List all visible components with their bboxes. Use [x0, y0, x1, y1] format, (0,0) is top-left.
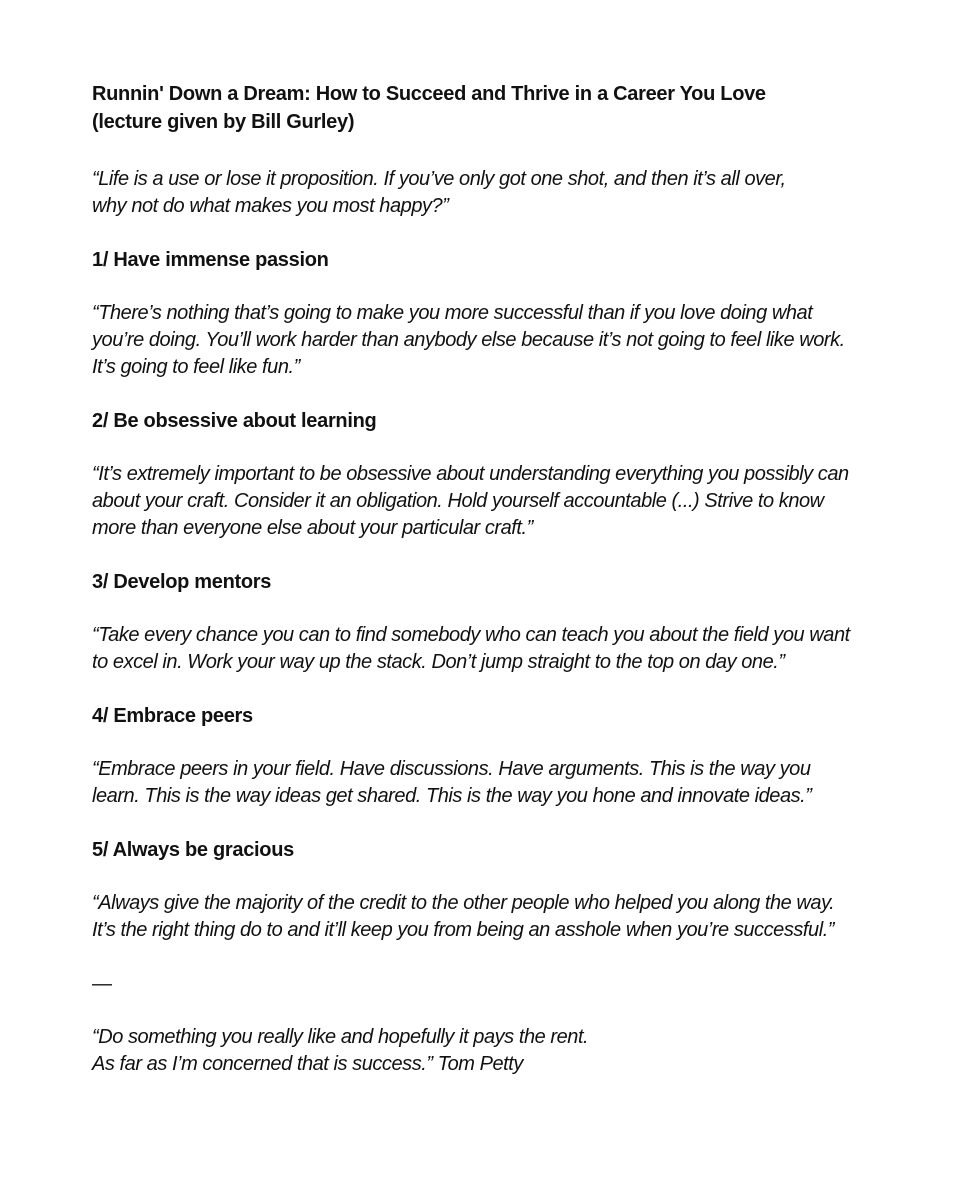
- section-heading-peers: 4/ Embrace peers: [92, 705, 253, 727]
- quote-line: It’s the right thing do to and it’ll keep you from being an asshole when you’re successful.”: [92, 919, 835, 941]
- quote-line: “Do something you really like and hopefully it pays the rent.: [92, 1026, 589, 1048]
- title-line: Runnin' Down a Dream: How to Succeed and Thrive in a Career You Love: [92, 83, 766, 105]
- quote-line: why not do what makes you most happy?”: [92, 195, 449, 217]
- section-quote-passion: [92, 300, 892, 381]
- section-quote-learning: [92, 461, 892, 542]
- quote-line: “Life is a use or lose it proposition. If you’ve only got one shot, and then it’s all over,: [92, 168, 786, 190]
- quote-line: As far as I’m concerned that is success.” Tom Petty: [92, 1053, 523, 1075]
- quote-line: you’re doing. You’ll work harder than anybody else because it’s not going to feel like work.: [92, 329, 845, 351]
- quote-line: It’s going to feel like fun.”: [92, 356, 300, 378]
- divider-dash: —: [92, 973, 112, 995]
- section-quote-peers: [92, 756, 892, 810]
- closing-quote: [92, 1024, 892, 1078]
- quote-line: “There’s nothing that’s going to make you more successful than if you love doing what: [92, 302, 813, 324]
- document-page: [92, 80, 892, 1078]
- section-quote-mentors: [92, 622, 892, 676]
- quote-line: more than everyone else about your particular craft.”: [92, 517, 533, 539]
- quote-line: “Embrace peers in your field. Have discussions. Have arguments. This is the way you: [92, 758, 811, 780]
- quote-line: “Take every chance you can to find somebody who can teach you about the field you want: [92, 624, 850, 646]
- quote-line: “It’s extremely important to be obsessive about understanding everything you possibly can: [92, 463, 849, 485]
- quote-line: “Always give the majority of the credit to the other people who helped you along the way.: [92, 892, 835, 914]
- section-quote-gracious: [92, 890, 892, 944]
- section-heading-passion: 1/ Have immense passion: [92, 249, 329, 271]
- title-line: (lecture given by Bill Gurley): [92, 111, 355, 133]
- quote-line: learn. This is the way ideas get shared. This is the way you hone and innovate ideas.”: [92, 785, 812, 807]
- section-heading-learning: 2/ Be obsessive about learning: [92, 410, 377, 432]
- section-heading-mentors: 3/ Develop mentors: [92, 571, 272, 593]
- quote-line: about your craft. Consider it an obligation. Hold yourself accountable (...) Strive to know: [92, 490, 824, 512]
- section-heading-gracious: 5/ Always be gracious: [92, 839, 294, 861]
- intro-quote: [92, 166, 892, 220]
- quote-line: to excel in. Work your way up the stack. Don’t jump straight to the top on day one.”: [92, 651, 785, 673]
- document-title: [92, 80, 892, 136]
